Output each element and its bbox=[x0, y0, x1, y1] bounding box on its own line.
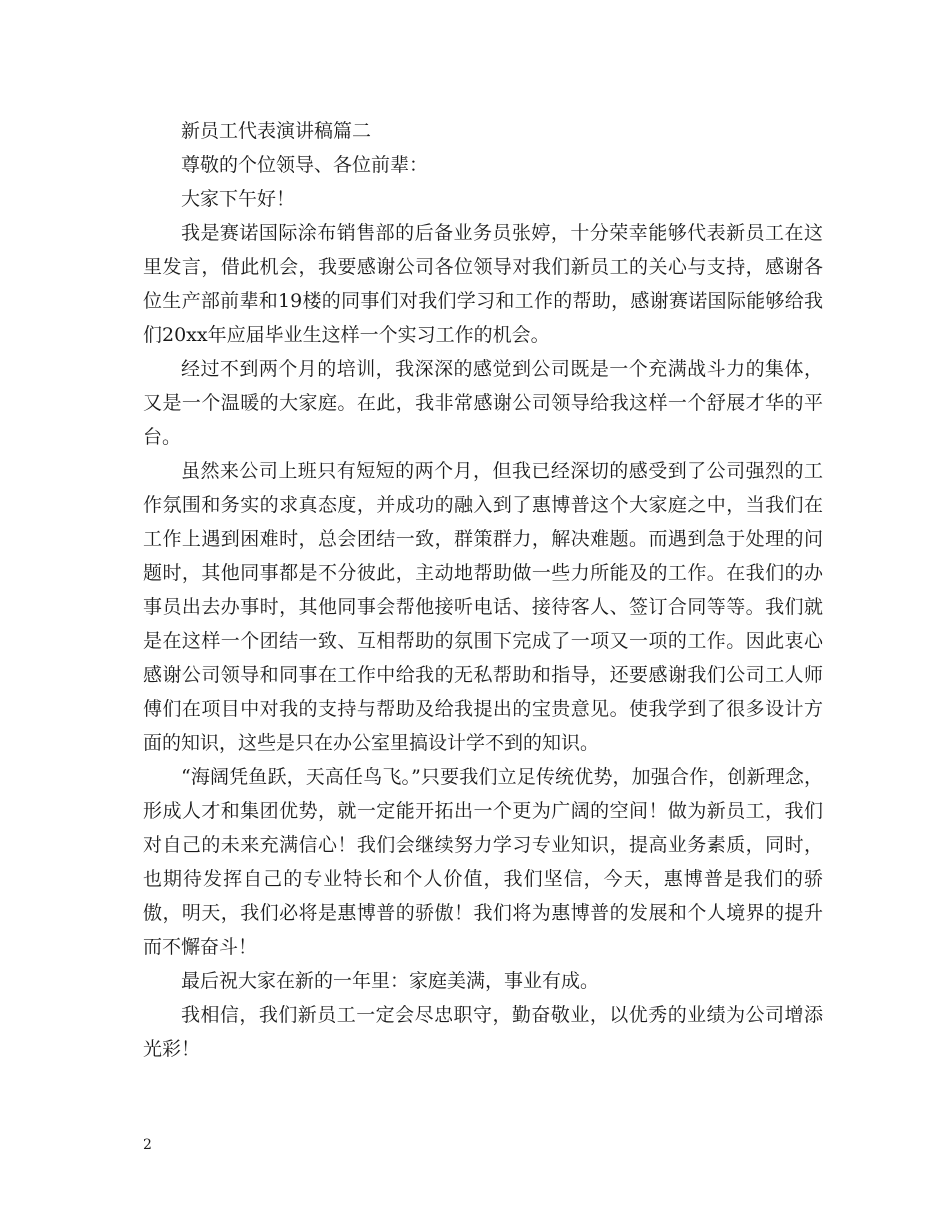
paragraph-closing: 我相信，我们新员工一定会尽忠职守，勤奋敬业，以优秀的业绩为公司增添光彩！ bbox=[143, 1004, 823, 1060]
document-body bbox=[143, 114, 823, 1066]
document-title: 新员工代表演讲稿篇二 bbox=[181, 120, 372, 142]
paragraph-experience: 虽然来公司上班只有短短的两个月，但我已经深切的感受到了公司强烈的工作氛围和务实的求真态度，并成功的融入到了惠博普这个大家庭之中，当我们在工作上遇到困难时，总会团结一致，群策群力，解决难题。而遇到急于处理的问题时，其他同事都是不分彼此，主动地帮助做一些力所能及的工作。在我们的办事员出去办事时，其他同事会帮他接听电话、接待客人、签订合同等等。我们就是在这样一个团结一致、互相帮助的氛围下完成了一项又一项的工作。因此衷心感谢公司领导和同事在工作中给我的无私帮助和指导，还要感谢我们公司工人师傅们在项目中对我的支持与帮助及给我提出的宝贵意见。使我学到了很多设计方面的知识，这些是只在办公室里搞设计学不到的知识。 bbox=[143, 460, 823, 754]
page-number: 2 bbox=[143, 1137, 152, 1153]
paragraph-outlook: “海阔凭鱼跃，天高任鸟飞。”只要我们立足传统优势，加强合作，创新理念，形成人才和集团优势，就一定能开拓出一个更为广阔的空间！做为新员工，我们对自己的未来充满信心！我们会继续努力学习专业知识，提高业务素质，同时，也期待发挥自己的专业特长和个人价值，我们坚信，今天，惠博普是我们的骄傲，明天，我们必将是惠博普的骄傲！我们将为惠博普的发展和个人境界的提升而不懈奋斗！ bbox=[143, 766, 823, 958]
salutation: 尊敬的个位领导、各位前辈： bbox=[181, 154, 429, 176]
greeting: 大家下午好！ bbox=[181, 188, 296, 210]
paragraph-wishes: 最后祝大家在新的一年里：家庭美满，事业有成。 bbox=[181, 970, 600, 992]
paragraph-training: 经过不到两个月的培训，我深深的感觉到公司既是一个充满战斗力的集体，又是一个温暖的大家庭。在此，我非常感谢公司领导给我这样一个舒展才华的平台。 bbox=[143, 358, 823, 448]
paragraph-introduction: 我是赛诺国际涂布销售部的后备业务员张婷，十分荣幸能够代表新员工在这里发言，借此机会，我要感谢公司各位领导对我们新员工的关心与支持，感谢各位生产部前辈和19楼的同事们对我们学习和工作的帮助，感谢赛诺国际能够给我们20xx年应届毕业生这样一个实习工作的机会。 bbox=[143, 222, 823, 346]
